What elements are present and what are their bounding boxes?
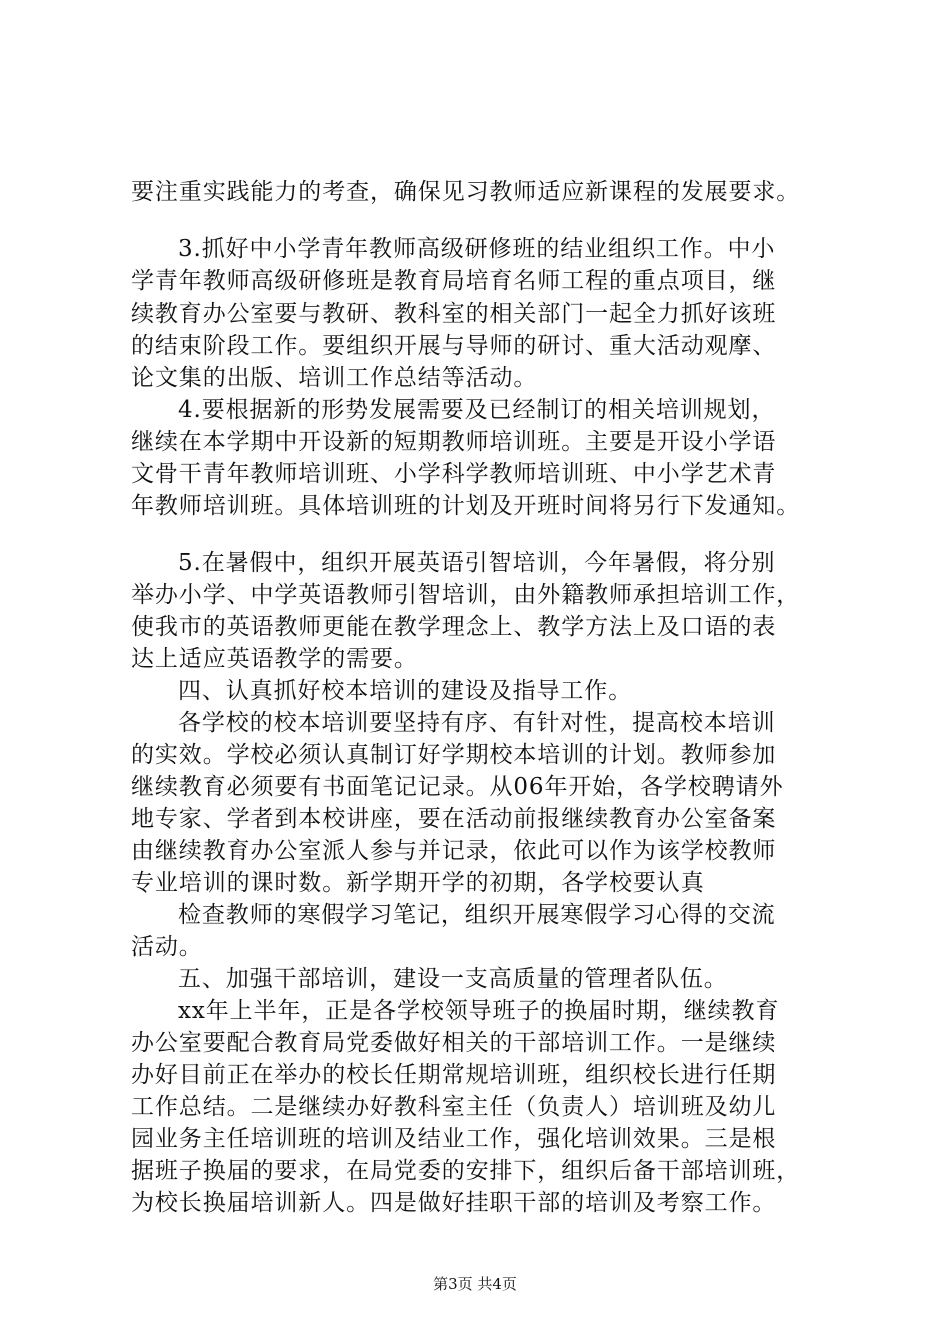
text-line: 办公室要配合教育局党委做好相关的干部培训工作。一是继续 [131,1030,777,1056]
text-line: 文骨干青年教师培训班、小学科学教师培训班、中小学艺术青 [131,461,777,487]
text-line: 专业培训的课时数。新学期开学的初期，各学校要认真 [131,870,705,896]
text-line: 年教师培训班。具体培训班的计划及开班时间将另行下发通知。 [131,493,801,519]
text-line: 要注重实践能力的考查，确保见习教师适应新课程的发展要求。 [131,179,801,205]
text-line: 检查教师的寒假学习笔记，组织开展寒假学习心得的交流 [178,902,776,928]
text-line: 3.抓好中小学青年教师高级研修班的结业组织工作。中小 [178,236,776,262]
page-number-footer: 第3页 共4页 [433,1275,517,1293]
text-line: xx年上半年，正是各学校领导班子的换届时期，继续教育 [178,998,780,1024]
text-line: 为校长换届培训新人。四是做好挂职干部的培训及考察工作。 [131,1190,777,1216]
text-line: 各学校的校本培训要坚持有序、有针对性，提高校本培训 [178,710,776,736]
text-line: 继续在本学期中开设新的短期教师培训班。主要是开设小学语 [131,429,777,455]
text-line: 达上适应英语教学的需要。 [131,646,418,672]
text-line: 5.在暑假中，组织开展英语引智培训，今年暑假，将分别 [178,550,776,576]
text-line: 继续教育必须要有书面笔记记录。从06年开始，各学校聘请外 [131,774,784,800]
text-line: 据班子换届的要求，在局党委的安排下，组织后备干部培训班， [131,1158,801,1184]
text-line: 使我市的英语教师更能在教学理念上、教学方法上及口语的表 [131,614,777,640]
text-line: 的结束阶段工作。要组织开展与导师的研讨、重大活动观摩、 [131,333,777,359]
text-line: 由继续教育办公室派人参与并记录，依此可以作为该学校教师 [131,838,777,864]
text-line: 园业务主任培训班的培训及结业工作，强化培训效果。三是根 [131,1126,777,1152]
text-line: 地专家、学者到本校讲座，要在活动前报继续教育办公室备案 [131,806,777,832]
section-heading: 四、认真抓好校本培训的建设及指导工作。 [178,678,633,704]
text-line: 4.要根据新的形势发展需要及已经制订的相关培训规划， [178,397,776,423]
text-line: 工作总结。二是继续办好教科室主任（负责人）培训班及幼儿 [131,1094,777,1120]
text-line: 的实效。学校必须认真制订好学期校本培训的计划。教师参加 [131,742,777,768]
section-heading: 五、加强干部培训，建设一支高质量的管理者队伍。 [178,966,728,992]
text-line: 续教育办公室要与教研、教科室的相关部门一起全力抓好该班 [131,301,777,327]
text-line: 论文集的出版、培训工作总结等活动。 [131,365,538,391]
text-line: 举办小学、中学英语教师引智培训，由外籍教师承担培训工作， [131,582,801,608]
text-line: 学青年教师高级研修班是教育局培育名师工程的重点项目，继 [131,268,777,294]
text-line: 办好目前正在举办的校长任期常规培训班，组织校长进行任期 [131,1062,777,1088]
text-line: 活动。 [131,934,203,960]
